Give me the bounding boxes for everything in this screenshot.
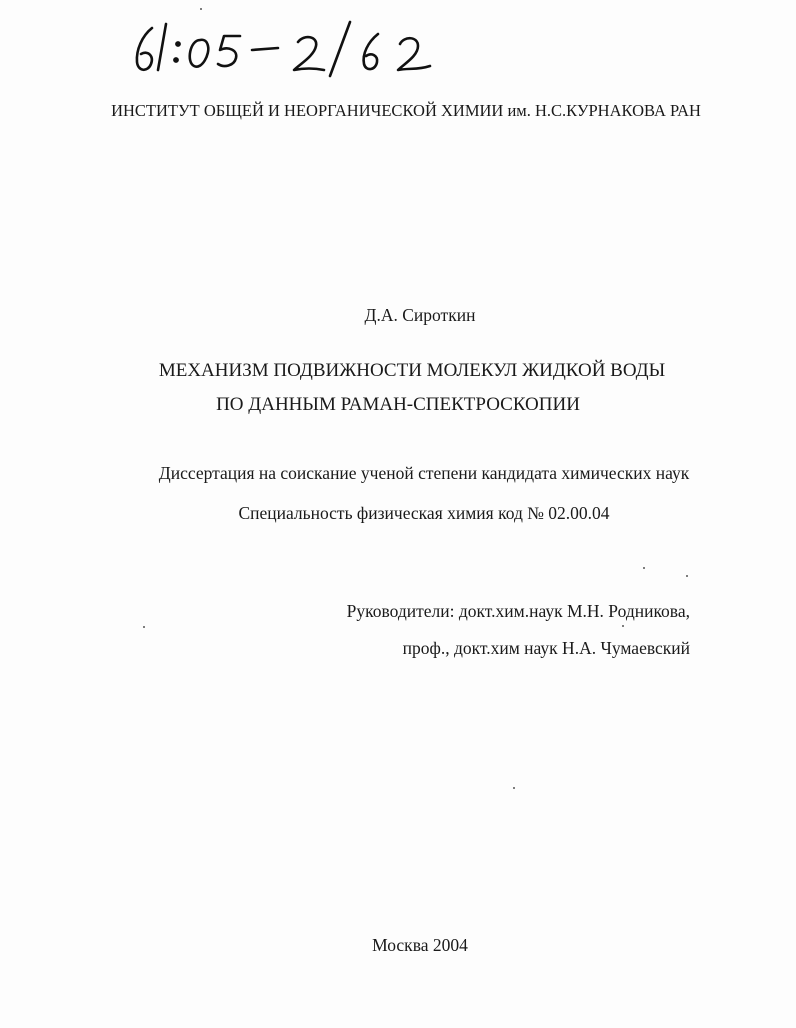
dissertation-degree: Диссертация на соискание ученой степени кандидата химических наук [158, 463, 690, 483]
scan-speck [622, 625, 624, 627]
author-name: Д.А. Сироткин [364, 305, 476, 325]
scan-speck [513, 787, 515, 789]
dissertation-title-line-1: МЕХАНИЗМ ПОДВИЖНОСТИ МОЛЕКУЛ ЖИДКОЙ ВОДЫ [158, 360, 666, 381]
dissertation-title-line-2: ПО ДАННЫМ РАМАН-СПЕКТРОСКОПИИ [216, 394, 580, 415]
supervisors-line-2: проф., докт.хим наук Н.А. Чумаевский [402, 638, 690, 658]
supervisors-line-1: Руководители: докт.хим.наук М.Н. Родникова, [346, 601, 690, 621]
handwritten-code-drawing [128, 14, 448, 82]
scan-speck [200, 8, 202, 10]
institute-name: ИНСТИТУТ ОБЩЕЙ И НЕОРГАНИЧЕСКОЙ ХИМИИ им. Н.С.КУРНАКОВА РАН [111, 101, 701, 120]
city-year: Москва 2004 [372, 935, 468, 955]
scan-speck [143, 626, 145, 628]
scan-speck [686, 575, 688, 577]
specialty-code: Специальность физическая химия код № 02.00.04 [238, 503, 610, 523]
handwritten-archive-code [128, 14, 448, 82]
scan-speck [643, 567, 645, 569]
